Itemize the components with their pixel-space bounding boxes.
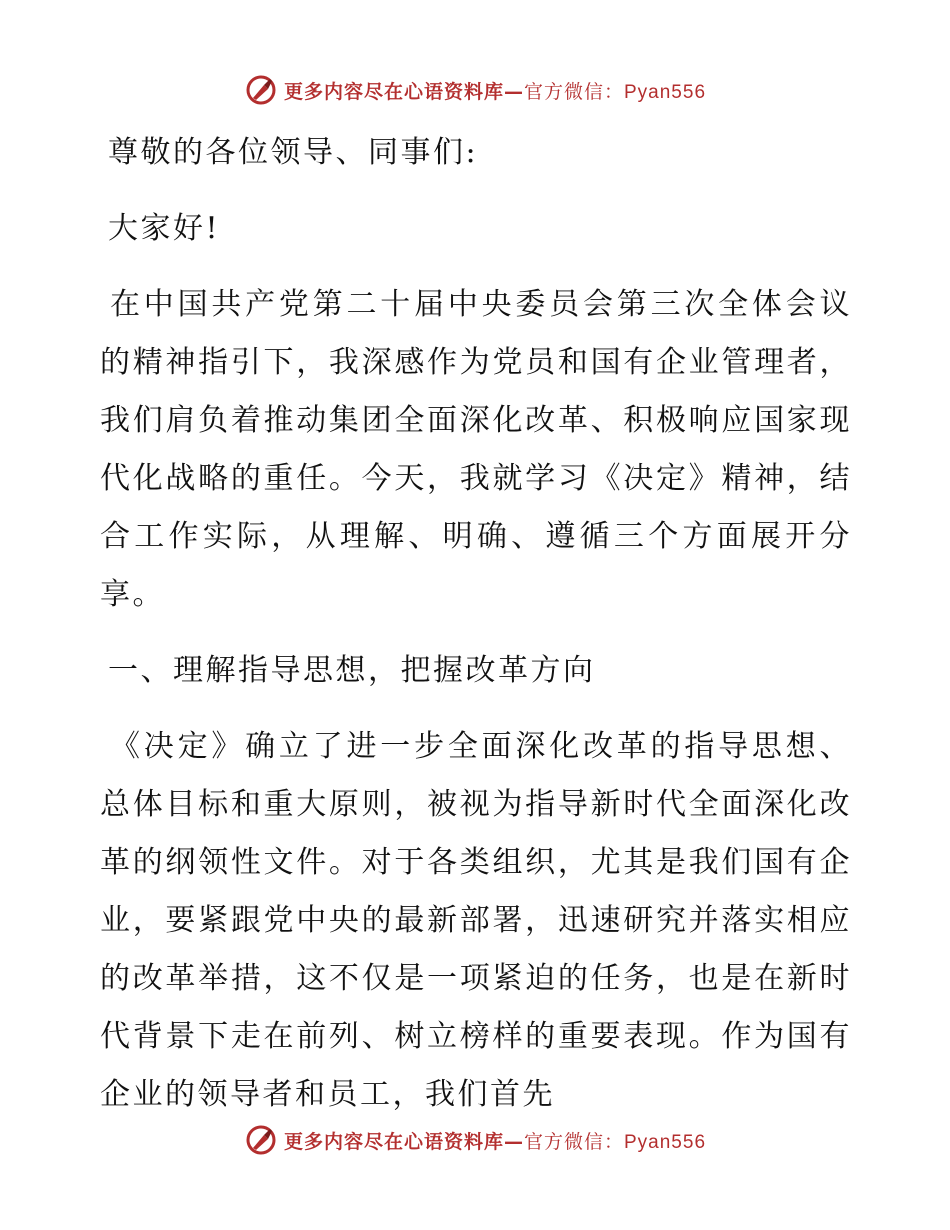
watermark-text (284, 77, 706, 104)
watermark-separator: — (504, 1130, 524, 1153)
watermark-site: 更多内容尽在心语资料库 (283, 80, 504, 103)
footer-watermark (0, 1120, 950, 1160)
section-heading-1: 一、理解指导思想，把握改革方向 (108, 653, 596, 688)
pen-nib-logo-icon (244, 1123, 278, 1157)
salutation: 尊敬的各位领导、同事们: (108, 135, 479, 170)
watermark-text (284, 1127, 706, 1154)
watermark-site: 更多内容尽在心语资料库 (283, 1130, 504, 1153)
watermark-wechat: 官方微信：Pyan556 (524, 1131, 707, 1153)
header-watermark (0, 70, 950, 110)
watermark-wechat: 官方微信：Pyan556 (524, 81, 707, 103)
greeting: 大家好! (108, 211, 221, 246)
pen-nib-logo-icon (244, 73, 278, 107)
intro-paragraph: 在中国共产党第二十届中央委员会第三次全体会议的精神指引下，我深感作为党员和国有企业管理者，我们肩负着推动集团全面深化改革、积极响应国家现代化战略的重任。今天，我就学习《决定》精神，结合工作实际，从理解、明确、遵循三个方面展开分享。 (100, 287, 852, 612)
document-body (100, 124, 852, 1124)
body-paragraph: 《决定》确立了进一步全面深化改革的指导思想、总体目标和重大原则，被视为指导新时代全面深化改革的纲领性文件。对于各类组织，尤其是我们国有企业，要紧跟党中央的最新部署，迅速研究并落实相应的改革举措，这不仅是一项紧迫的任务，也是在新时代背景下走在前列、树立榜样的重要表现。作为国有企业的领导者和员工，我们首先 (100, 729, 852, 1112)
watermark-separator: — (504, 80, 524, 103)
